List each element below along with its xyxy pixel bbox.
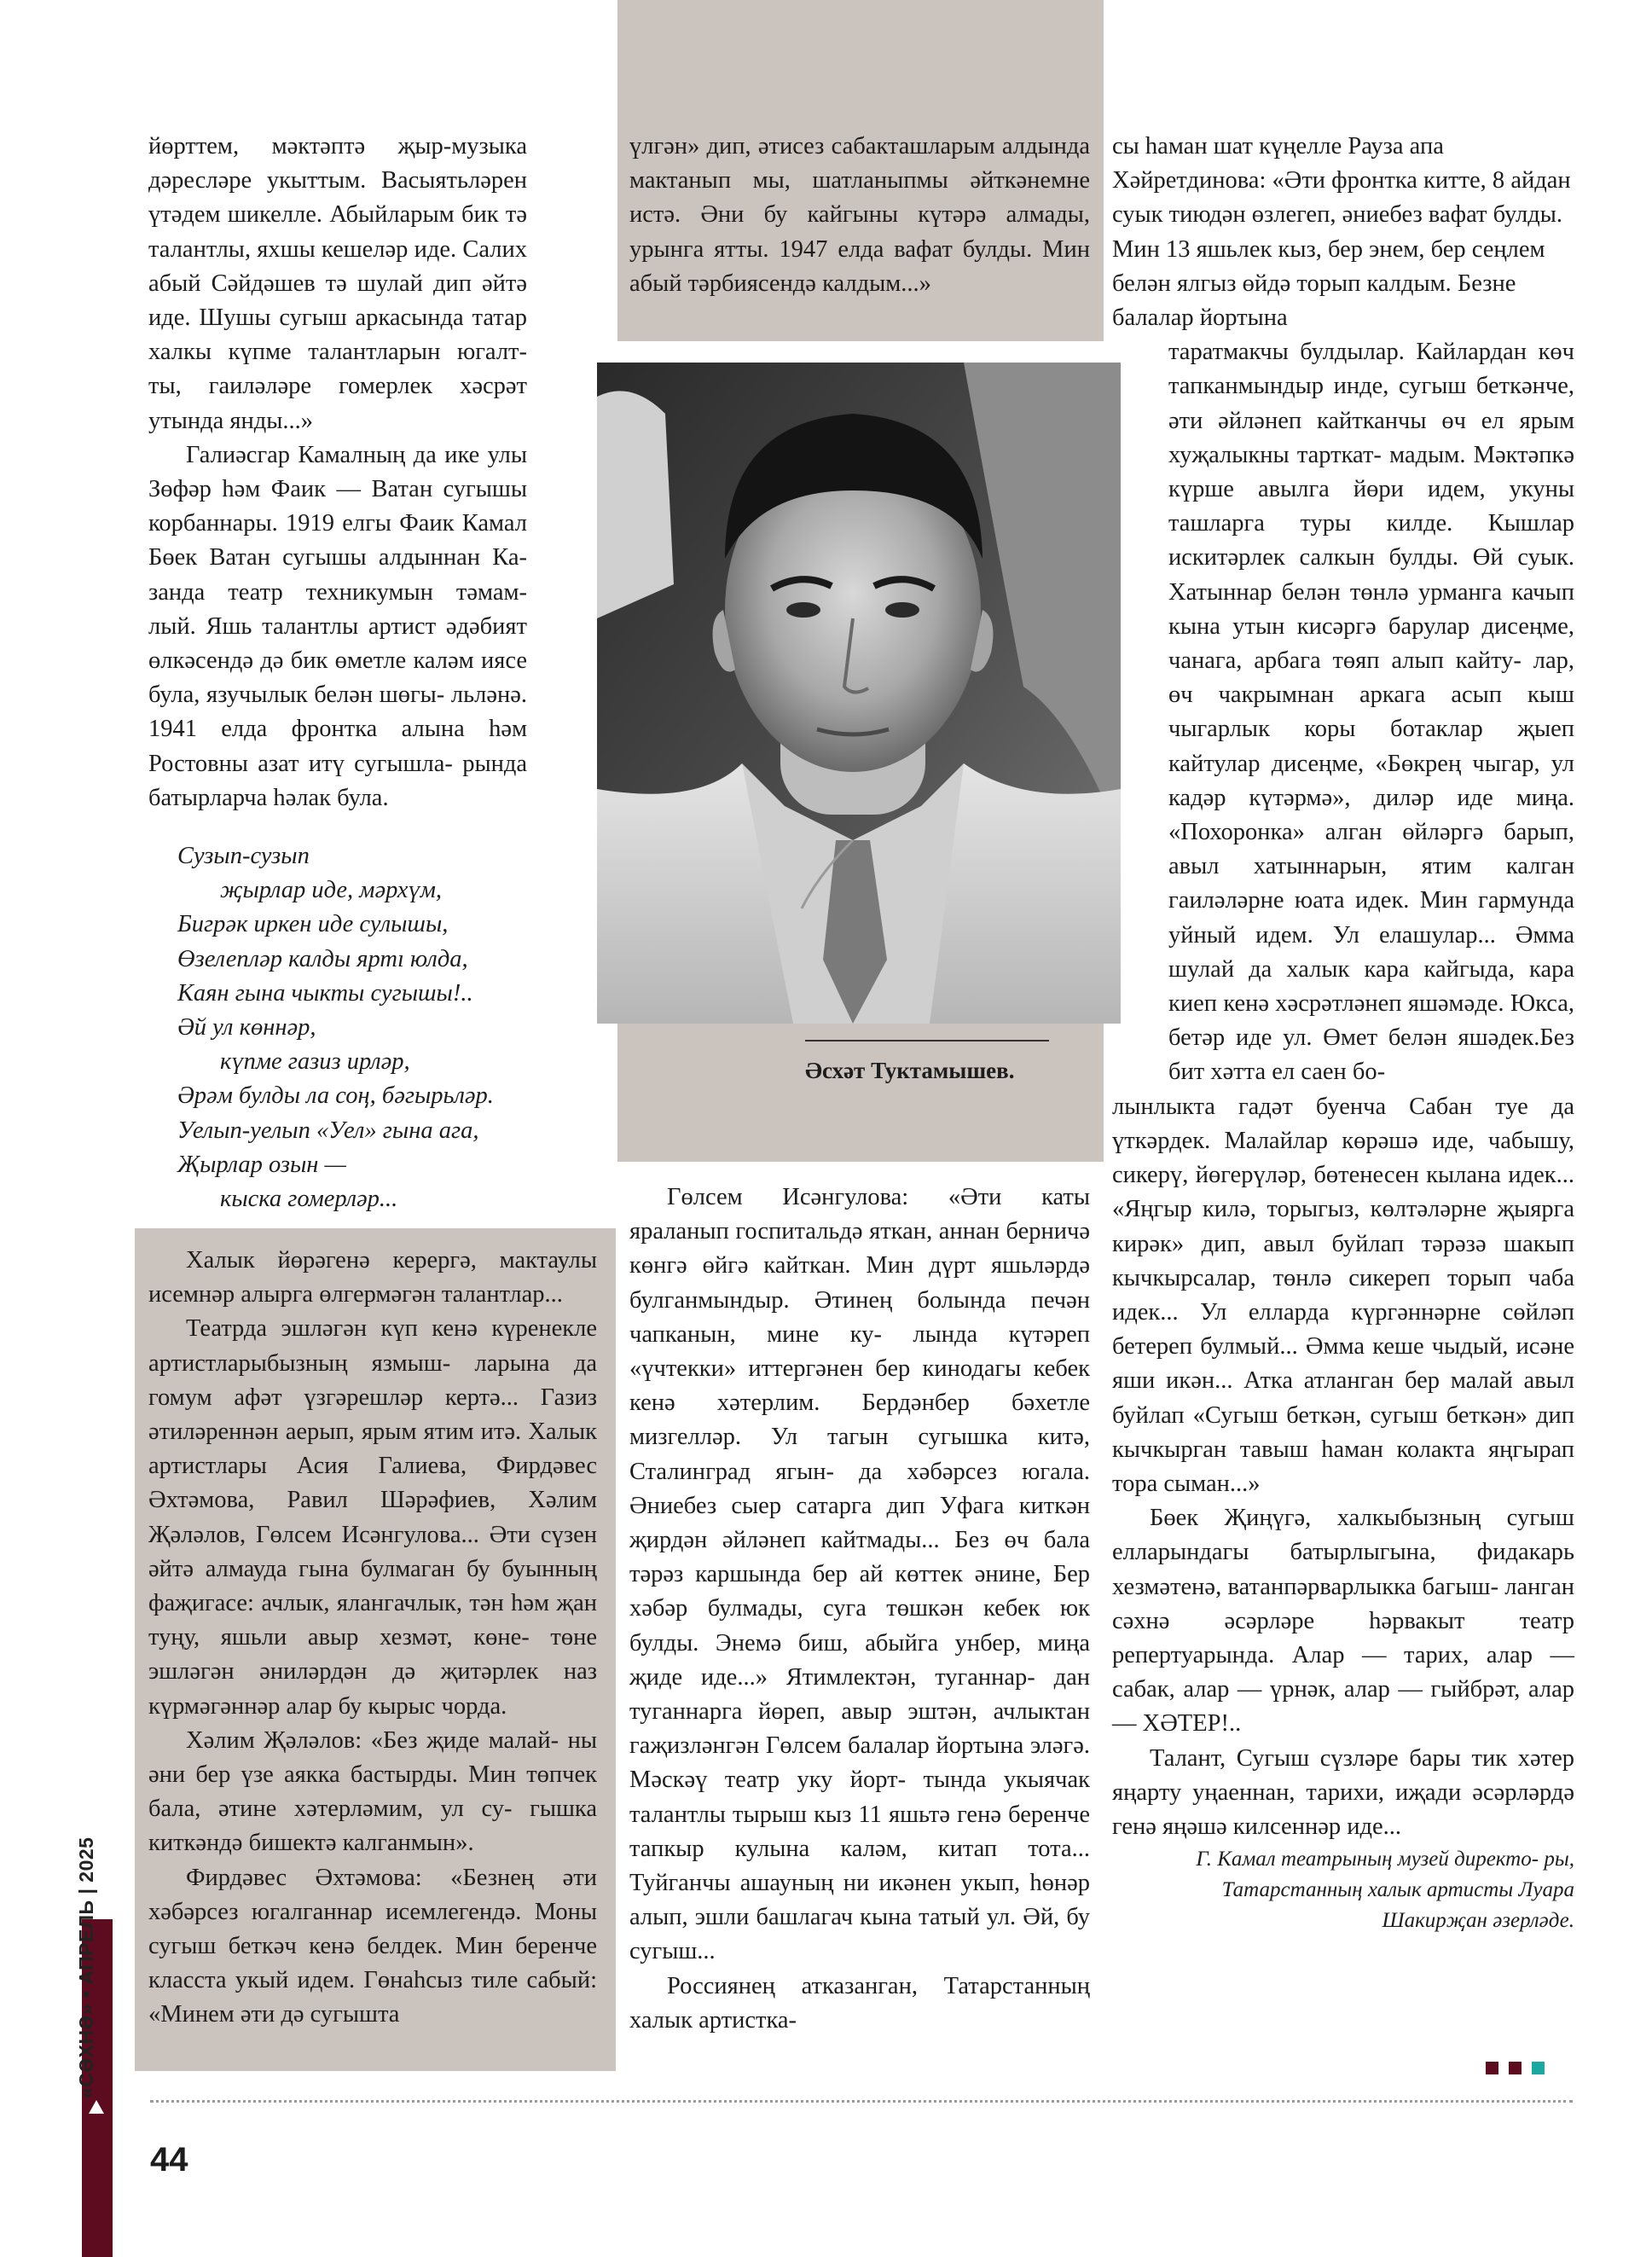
- column-2-top: [629, 130, 1090, 301]
- col3-paragraph-1: сы һаман шат күңелле Рауза апа Хәйретдинова: «Әти фронтка китте, 8 айдан суык тиюдән өзлегеп, әниебез вафат булды. Мин 13 яшьлек кыз, бер энем, бер сеңлем белән ялгыз өйдә торып калдым. Безне балалар йортына: [1112, 133, 1571, 332]
- poem-line: күпме газиз ирләр,: [220, 1048, 410, 1076]
- column-1-shaded: [148, 1244, 597, 2033]
- col1-paragraph-1: йөрттем, мәктәптә җыр-музыка дәресләре укыттым. Васыятьләрен үтәдем шикелле. Абыйларым бик тә талантлы, яхшы кешеләр иде. Салих абый Сәйдәшев тә шулай дип әйтә иде. Шушы сугыш аркасында татар халкы күпме талантларын югалт- ты, гаиләләре гомерлек хәсрәт утында янды...»: [148, 133, 527, 434]
- col3-paragraph-3: Талант, Сугыш сүзләре бары тик хәтер яңарту уңаеннан, тарихи, иҗади әсәрләрдә генә яңәшә килсеннәр иде...: [1112, 1744, 1574, 1840]
- column-3: [1112, 130, 1574, 1936]
- col3-paragraph-1-cont: таратмакчы булдылар. Кайлардан көч тапканмындыр инде, сугыш беткәнче, әти әйләнеп кайтканчы өч ел ярым хуҗалыкны тарткат- мадым. Мәктәпкә күрше авылга йөри идем, укуны ташларга туры килде. Кышлар искитәрлек салкын булды. Өй суык. Хатыннар белән төнлә урманга качып кына утын кисәргә барулар дисеңме, чанага, арбага төяп алып кайту- лар, өч чакрымнан аркага асып кыш чыгарлык коры ботаклар җыеп кайтулар дисеңме, «Бөкрең чыгар, ул кадәр күтәрмә», диләр иде миңа. «Похоронка» алган өйләргә барып, авыл хатыннарын, ятим калган гаиләләрне юата идек. Мин гармунда уйный идем. Ул елашулар... Әмма шулай да халык кара кайгыда, кара киеп кенә хәсрәтләнеп яшәмәде. Юкса, бетәр иде ул. Өмет белән яшәдек.Без бит хәтта ел саен бо-: [1168, 339, 1575, 1086]
- column-2: [629, 1181, 1090, 2038]
- col2top-paragraph: үлгән» дип, әтисез сабакташларым алдында мактанып мы, шатланыпмы әйткәнемне истә. Әни бу кайгыны күтәрә алмады, урынга ятты. 1947 елда вафат булды. Мин абый тәрбиясендә калдым...»: [629, 133, 1091, 297]
- footer-dotted-rule: [150, 2100, 1573, 2103]
- end-marker-squares: [1486, 2062, 1555, 2079]
- col1b-paragraph-3: Хәлим Җәләлов: «Без җиде малай- ны әни бер үзе аякка бастырды. Мин төпчек бала, әтине хәтерләмим, ул су- гышка киткәндә бишектә калганмын».: [148, 1726, 598, 1857]
- col1b-paragraph-2: Театрда эшләгән күп кенә күренекле артистларыбызның язмыш- ларына да гомум афәт үзгәрешләр кертә... Газиз әтиләреннән аерып, ярым ятим итә. Халык артистлары Асия Галиева, Фирдәвес Әхтәмова, Равил Шәрәфиев, Хәлим Җәләлов, Гөлсем Исәнгулова... Әти сүзен әйтә алмауда гына булмаган бу буынның фаҗигасе: ачлык, ялангачлык, тән һәм җан туңу, яшьли авыр хезмәт, көне- төне эшләгән әниләрдән дә җитәрлек наз күрмәгәннәр алар бу кырыс чорда.: [148, 1315, 598, 1720]
- poem-line: Өзелепләр калды яртı юлда,: [177, 945, 468, 972]
- triangle-icon: [89, 2100, 104, 2114]
- author-signature: Г. Камал театрының музей директо- ры, Татарстанның халык артисты Луара Шакирҗан әзерләде.: [1196, 1848, 1574, 1933]
- photo-caption: Әсхәт Туктамышев.: [805, 1058, 1015, 1083]
- col2-paragraph-1: Гөлсем Исәнгулова: «Әти каты яраланып госпитальдә яткан, аннан берничә көнгә өйгә кайткан. Мин дүрт яшьләрдә булганмындыр. Әтинең болында печән чапканын, мине ку- лында күтәреп «үчтекки» иттергәнен бер кинодагы кебек кенә хәтерлим. Бердәнбер бәхетле мизгелләр. Ул тагын сугышка китә, Сталинград ягын- да хәбәрсез югала. Әниебез сыер сатарга дип Уфага киткән җирдән әйләнеп кайтмады... Без өч бала тәрәз каршында бер ай көттек әнине, Бер хәбәр булмады, суга төшкән кебек юк булды. Энемә биш, абыйга унбер, миңа җиде иде...» Ятимлектән, туганнар- дан туганнарга йөреп, авыр эштән, ачлыктан гаҗизләнгән Гөлсем балалар йортына эләгә. Мәскәү театр уку йорт- тында укыячак талантлы тырыш кыз 11 яшьтә генә беренче тапкыр кулына каләм, китап тота... Туйганчы ашауның ни икәнен укып, һөнәр алып, эшли башлагач кына татый ул. Әй, бу сугыш...: [629, 1184, 1091, 1965]
- poem-line: Җырлар озын —: [177, 1151, 346, 1178]
- caption-rule: [805, 1040, 1049, 1041]
- poem-line: Уелып-уелып «Уел» гына ага,: [177, 1117, 479, 1144]
- end-square-icon: [1486, 2062, 1498, 2074]
- poem: [177, 839, 494, 1216]
- poem-line: Сузып-сузып: [177, 843, 310, 869]
- poem-line: Әй ул көннәр,: [177, 1014, 316, 1041]
- poem-line: кыска гомерләр...: [220, 1186, 398, 1213]
- column-1: [148, 130, 527, 815]
- poem-line: Каян гына чыкты сугышы!..: [177, 979, 473, 1007]
- poem-line: Бигрәк иркен иде сулышы,: [177, 911, 449, 938]
- col2-paragraph-2: Россиянең атказанган, Татарстанның халык артистка-: [629, 1972, 1090, 2034]
- col1b-paragraph-1: Халык йөрәгенә керергә, мактаулы исемнәр алырга өлгермәгән талантлар...: [148, 1247, 597, 1308]
- page-number: 44: [150, 2141, 188, 2179]
- col1-paragraph-2: Галиәсгар Камалның да ике улы Зөфәр һәм Фаик — Ватан сугышы корбаннары. 1919 елгы Фаик Камал Бөек Ватан сугышы алдыннан Ка- занда театр техникумын тәмам- лый. Яшь талантлы артист әдәбият өлкәсендә дә бик өметле каләм иясе була, язучылык белән шөгы- льләнә. 1941 елда фронтка алына һәм Ростовны азат итү сугышла- рында батырларча һәлак була.: [148, 441, 528, 811]
- caption-shaded-box: [617, 1024, 1104, 1162]
- portrait-photo: [597, 363, 1121, 1024]
- col3-paragraph-1-end: лынлыкта гадәт буенча Сабан туе да үткәрдек. Малайлар көрәшә иде, чабышу, сикерү, йөгерүләр, бөтенесен кылана идек... «Яңгыр килә, торыгыз, көлтәләрне җыярга кирәк» дип, авыл буйлап тәрәзә шакып кычкырсалар, төнлә сикереп торып чаба идек... Ул елларда күргәннәрне сөйләп бетереп булмый... Әмма кеше чыдый, исәне яши икән... Атка атланган бер малай авыл буйлап «Сугыш беткән, сугыш беткән» дип кычкырган тавыш һаман колакта яңгырап тора сыман...»: [1112, 1093, 1575, 1497]
- magazine-issue-label: «СӘХНӘ» • АПРЕЛЬ | 2025: [75, 1836, 97, 2098]
- col3-paragraph-2: Бөек Җиңүгә, халкыбызның сугыш елларындагы батырлыгына, фидакарь хезмәтенә, ватанпәрварлыкка багыш- ланган сәхнә әсәрләре һәрвакыт театр репертуарында. Алар — тарих, алар — сабак, алар — үрнәк, алар — гыйбрәт, алар — ХӘТЕР!..: [1112, 1505, 1575, 1738]
- poem-line: Әрәм булды ла соң, бәгырьләр.: [177, 1082, 494, 1110]
- poem-line: җырлар иде, мәрхүм,: [220, 877, 443, 904]
- end-square-icon: [1509, 2062, 1522, 2074]
- col1b-paragraph-4: Фирдәвес Әхтәмова: «Безнең әти хәбәрсез югалганнар исемлегендә. Моны сугыш беткәч кенә белдек. Мин беренче класста укый идем. Гөнаһсыз тиле сабый: «Минем әти дә сугышта: [148, 1864, 598, 2028]
- end-square-icon: [1532, 2062, 1545, 2074]
